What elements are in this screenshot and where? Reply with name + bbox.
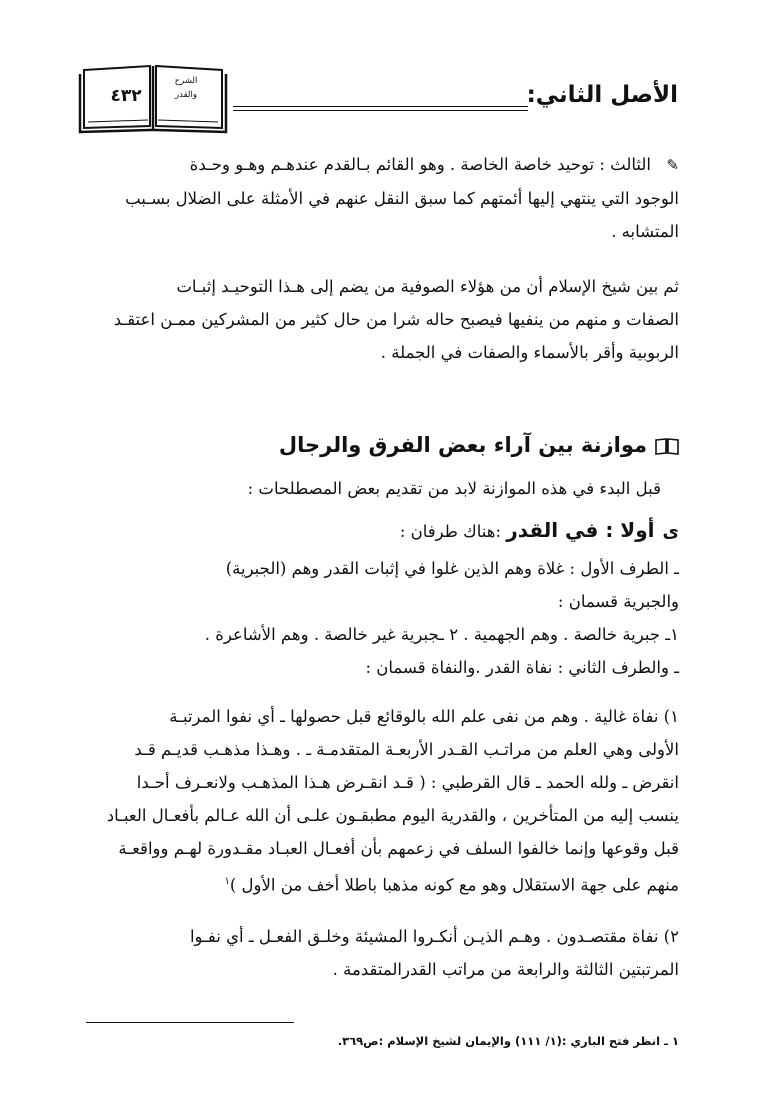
paragraph-1-line-2: الوجود التي ينتهي إليها أئمتهم كما سبق النقل عنهم في الأمثلة على الضلال بسـبب — [125, 189, 679, 208]
section-heading-text: موازنة بين آراء بعض الفرق والرجال — [278, 433, 647, 457]
sub-heading — [77, 518, 679, 542]
item-3: ١ـ جبرية خالصة . وهم الجهمية . ٢ ـجبرية غير خالصة . وهم الأشاعرة . — [204, 625, 679, 644]
paragraph-3-line-1: ١) نفاة غالية . وهم من نفى علم الله بالوقائع قبل حصولها ـ أي نفوا المرتبـة — [169, 707, 679, 726]
page-number: ٤٣٢ — [110, 86, 142, 106]
paragraph-4-line-1: ٢) نفاة مقتصـدون . وهـم الذيـن أنكـروا المشيئة وخلـق الفعـل ـ أي نفـوا — [189, 927, 679, 946]
intro-line-text: قبل البدء في هذه الموازنة لابد من تقديم بعض المصطلحات : — [247, 479, 661, 498]
header-rule — [233, 106, 528, 111]
paragraph-1-line-1: ✎الثالث : توحيد خاصة الخاصة . وهو القائم بـالقدم عندهـم وهـو وحـدة — [77, 148, 679, 182]
section-heading — [77, 433, 679, 457]
item-1: ـ الطرف الأول : غلاة وهم الذين غلوا في إثبات القدر وهم (الجبرية) — [225, 559, 679, 578]
paragraph-1 — [77, 148, 679, 248]
paragraph-4 — [77, 920, 679, 986]
paragraph-1-line-3: المتشابه . — [611, 222, 679, 241]
footnote: ١ ـ انظر فتح الباري :(١/ ١١١) والإيمان لشيخ الإسلام :ص٣٦٩. — [337, 1034, 679, 1048]
paragraph-3 — [77, 700, 679, 902]
book-icon — [655, 437, 679, 455]
paragraph-3-line-2: الأولى وهي العلم من مراتـب القـدر الأربعـة المتقدمـة ـ . وهـذا مذهـب قديـم قـد — [134, 740, 679, 759]
paragraph-3-line-6: منهم على جهة الاستقلال وهو مع كونه مذهبا باطلا أخف من الأول )$^١$ — [224, 875, 679, 895]
paragraph-2-line-2: الصفات و منهم من ينفيها فيصبح حاله شرا من حال كثير من المشركين ممـن اعتقـد — [113, 310, 679, 329]
book-label-line2: والقدر — [175, 90, 197, 100]
sub-heading-rest: :هناك طرفان : — [399, 522, 507, 541]
item-2: والجبرية قسمان : — [557, 592, 679, 611]
paragraph-3-line-4: ينسب إليه من المتأخرين ، والقدرية اليوم مطبقـون علـى أن الله عـالم بأفعـال العبـاد — [106, 806, 679, 825]
paragraph-3-line-5: قبل وقوعها وإنما خالفوا السلف في زعمهم بأن أفعـال العبـاد مقـدورة لهـم وواقعـة — [118, 839, 679, 858]
paragraph-2 — [77, 270, 679, 369]
chapter-title: الأصل الثاني: — [526, 82, 678, 108]
sub-heading-label: أولا : في القدر — [506, 518, 655, 542]
intro-line — [77, 472, 679, 505]
item-4: ـ والطرف الثاني : نفاة القدر .والنفاة قسمان : — [365, 658, 679, 677]
paragraph-2-line-1: ثم بين شيخ الإسلام أن من هؤلاء الصوفية من يضم إلى هـذا التوحيـد إثبـات — [176, 277, 679, 296]
footnote-marker[interactable]: ١ — [224, 876, 230, 887]
book-label-line1: الشرح — [174, 76, 198, 86]
page-header — [78, 62, 678, 142]
book-label — [164, 74, 208, 116]
footnote-rule — [86, 1022, 294, 1023]
item-list — [77, 552, 679, 684]
paragraph-4-line-2: المرتبتين الثالثة والرابعة من مراتب القدرالمتقدمة . — [332, 960, 679, 979]
paragraph-2-line-3: الربوبية وأقر بالأسماء والصفات في الجملة . — [380, 343, 679, 362]
section-mark-icon: ﻯ — [662, 521, 679, 542]
paragraph-3-line-3: انقرض ـ ولله الحمد ـ قال القرطبي : ( قـد انقـرض هـذا المذهـب ولانعـرف أحـدا — [136, 773, 679, 792]
pen-icon: ✎ — [666, 156, 679, 174]
